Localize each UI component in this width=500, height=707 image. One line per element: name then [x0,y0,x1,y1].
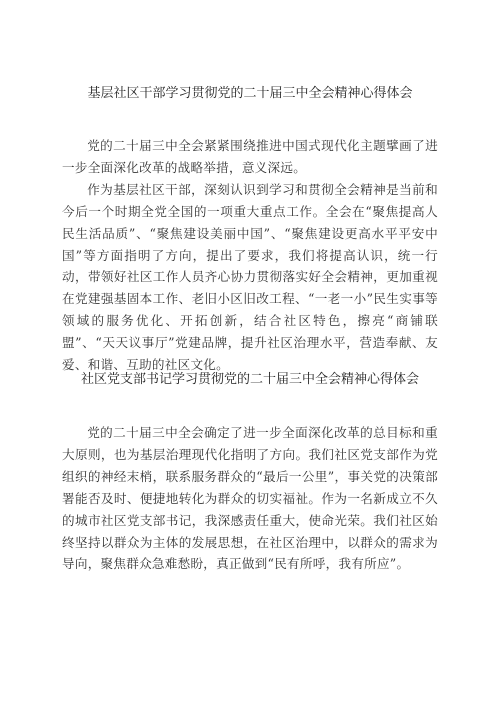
paragraph: 党的二十届三中全会确定了进一步全面深化改革的总目标和重大原则，也为基层治理现代化指明了方向。我们社区党支部作为党组织的神经末梢，联系服务群众的“最后一公里”，事关党的决策部署能否及时、便捷地转化为群众的切实福祉。作为一名新成立不久的城市社区党支部书记，我深感责任重大，使命光荣。我们社区始终坚持以群众为主体的发展思想，在社区治理中，以群众的需求为导向，聚焦群众急难愁盼，真正做到“民有所呼，我有所应”。 [62,425,438,572]
article-section-1 [62,86,438,376]
article-section-2 [62,372,438,575]
article-title: 基层社区干部学习贯彻党的二十届三中全会精神心得体会 [87,86,413,101]
paragraph: 党的二十届三中全会紧紧围绕推进中国式现代化主题擘画了进一步全面深化改革的战略举措，意义深远。 [62,138,438,175]
article-body [62,422,438,575]
article-title: 社区党支部书记学习贯彻党的二十届三中全会精神心得体会 [80,372,419,387]
article-body [62,135,438,376]
paragraph: 作为基层社区干部，深刻认识到学习和贯彻全会精神是当前和今后一个时期全党全国的一项重大重点工作。全会在“聚焦提高人民生活品质”、“聚焦建设美丽中国”、“聚焦建设更高水平平安中国”等方面指明了方向，提出了要求，我们将提高认识，统一行动，带领好社区工作人员齐心协力贯彻落实好全会精神，更加重视在党建强基固本工作、老旧小区旧改工程、“一老一小”民生实事等领域的服务优化、开拓创新，结合社区特色，擦亮“商铺联盟”、“天天议事厅”党建品牌，提升社区治理水平，营造奉献、友爱、和谐、互助的社区文化。 [62,181,438,373]
